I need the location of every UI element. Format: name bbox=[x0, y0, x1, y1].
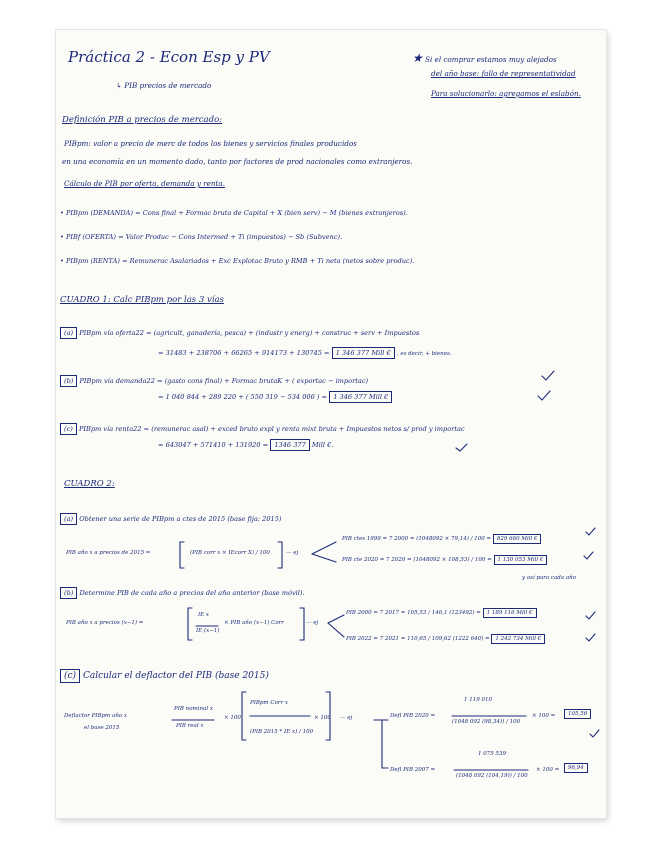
c2c-row-2-bottom: (1048 092 (104,19)) / 100 bbox=[456, 773, 528, 779]
bracket-left bbox=[188, 608, 192, 640]
c2a-row-2: PIB cte 2020 = 7 2020 = (1048092 × 108,53) / 100 = 1 130 053 Mill € bbox=[342, 558, 547, 564]
note-line-3: Para solucionarlo: agregamos el eslabón. bbox=[431, 89, 581, 98]
c2b-row-1: PIB 2000 = 7 2017 = 105,53 / 146,1 (123492) = 1 189 116 Mill € bbox=[346, 611, 537, 617]
check-icon bbox=[456, 444, 467, 451]
page-title: Práctica 2 - Econ Esp y PV bbox=[68, 48, 270, 66]
cuadro2-heading: CUADRO 2: bbox=[64, 479, 115, 489]
c2c-lhs-2: el base 2015 bbox=[84, 725, 120, 731]
c1c-result: 1346 377 bbox=[270, 439, 309, 451]
star-icon: ★ bbox=[412, 51, 423, 65]
bracket-left bbox=[180, 542, 184, 568]
c1c-statement: (c) PIBpm vía renta22 = (remunerac asal) + exced bruto expl y renta mixt bruta + Impuestos netos s/ prod y importac bbox=[60, 426, 465, 433]
c2b-formula-top: IE x bbox=[198, 612, 210, 618]
c2b-formula-mid: × PIB año (x−1) Corr bbox=[224, 620, 284, 626]
c1a-label: (a) bbox=[60, 327, 77, 339]
c2c-row-1-label: Defl PIB 2020 = bbox=[390, 713, 436, 719]
c2c-row-1-bottom: (1048 092 (98,34)) / 100 bbox=[452, 719, 521, 725]
c1a-calculation: = 31483 + 238706 + 66265 + 914173 + 130745 = 1 346 377 Mill € , es decir, + bienes. bbox=[158, 349, 452, 357]
bracket-right bbox=[278, 542, 282, 568]
bracket-right bbox=[300, 608, 304, 640]
c2b-formula-bottom: IE (x−1) bbox=[196, 628, 220, 634]
check-icon bbox=[538, 391, 550, 400]
c2c-frac-bottom: (PIB 2015 * IE x) / 100 bbox=[250, 729, 314, 735]
branch-arrow-up bbox=[328, 615, 344, 623]
c2b-statement: (b) Determine PIB de cada año a precios del año anterior (base móvil). bbox=[60, 590, 305, 597]
check-icon bbox=[590, 730, 599, 737]
c2a-label: (a) bbox=[60, 513, 77, 525]
c2a-lhs: PIB año x a precios de 2015 = bbox=[66, 550, 151, 556]
definition-heading: Definición PIB a precios de mercado: bbox=[62, 115, 223, 125]
c2b-row-2: PIB 2022 = 7 2021 = 110,65 / 109,62 (1222 640) = 1 242 734 Mill € bbox=[346, 637, 545, 643]
check-icon bbox=[586, 634, 595, 641]
c1c-label: (c) bbox=[60, 423, 77, 435]
c2a-formula: (PIB corr x × IEcorr X) / 100 bbox=[190, 550, 270, 556]
bracket-left bbox=[242, 692, 246, 740]
c1c-calculation: = 643047 + 571410 + 131920 = 1346 377 Mill €. bbox=[158, 441, 334, 449]
c2a-note: y así para cada año bbox=[522, 575, 576, 581]
c2c-row-2-label: Defl PIB 2007 = bbox=[390, 767, 436, 773]
c2c-label: (c) bbox=[60, 669, 80, 683]
supply-formula: • PIBf (OFERTA) = Valor Produc − Cons Intermed + Ti (impuestos) − Sb (Subvenc). bbox=[60, 233, 343, 241]
c1a-note: , es decir, + bienes. bbox=[396, 351, 452, 357]
c2c-lhs-1: Deflactor PIBpm año x bbox=[64, 713, 127, 719]
c2c-row-2-top: 1 075 539 bbox=[478, 751, 506, 757]
c1b-label: (b) bbox=[60, 375, 77, 387]
c2c-eq-mul: × 100 bbox=[224, 715, 241, 721]
branch-line bbox=[374, 720, 388, 768]
c1b-calculation: = 1 040 844 + 289 220 + ( 550 319 − 534 006 ) = 1 346 377 Mill € bbox=[158, 394, 392, 401]
c2c-statement: (c) Calcular el deflactor del PIB (base 2015) bbox=[60, 672, 269, 681]
branch-arrow-up bbox=[312, 542, 336, 554]
notebook-page bbox=[56, 30, 606, 818]
ink-strokes bbox=[56, 30, 606, 818]
check-icon bbox=[586, 528, 595, 535]
c1b-result: 1 346 377 Mill € bbox=[329, 391, 392, 403]
branch-arrow-down bbox=[312, 554, 336, 562]
c2a-row-1-result: 829 660 Mill € bbox=[493, 534, 542, 544]
c2c-eq-top: PIB nominal x bbox=[174, 706, 213, 712]
c1a-statement: (a) PIBpm vía oferta22 = (agricult, ganadería, pesca) + (industr y energ) + construc + serv + Impuestos bbox=[60, 330, 419, 337]
c2b-arrow: — ej bbox=[306, 620, 319, 626]
note-line-2: del año base: fallo de representatividad bbox=[431, 69, 576, 78]
c2a-row-1: PIB ctes 1999 = 7 2000 = (1048092 × 79,14) / 100 = 829 660 Mill € bbox=[342, 537, 541, 543]
check-icon bbox=[542, 371, 554, 380]
c2c-row-2-mul: × 100 = bbox=[536, 767, 560, 773]
note-line-1: ★ Si el comprar estamos muy alejados bbox=[412, 51, 557, 65]
calc-heading: Cálculo de PIB por oferta, demanda y renta. bbox=[64, 179, 225, 188]
c1c-unit: Mill €. bbox=[311, 441, 334, 449]
c1a-result: 1 346 377 Mill € bbox=[332, 347, 395, 359]
definition-line-2: en una economía en un momento dado, tanto por factores de prod nacionales como extranjeros. bbox=[62, 157, 413, 166]
c2c-row-1-mul: × 100 = bbox=[532, 713, 556, 719]
c2c-eq-bottom: PIB real x bbox=[176, 723, 204, 729]
demand-formula: • PIBpm (DEMANDA) = Cons final + Formac bruta de Capital + X (bien serv) − M (bienes extranjeros). bbox=[60, 209, 408, 217]
c2a-row-2-result: 1 130 053 Mill € bbox=[494, 555, 548, 565]
c2c-row-1-top: 1 119 010 bbox=[464, 697, 492, 703]
c2b-label: (b) bbox=[60, 587, 77, 599]
page-subtitle: ↳ PIB precios de mercado bbox=[116, 81, 212, 90]
c2c-frac-mul: × 100 bbox=[314, 715, 331, 721]
branch-arrow-down bbox=[328, 623, 344, 637]
bracket-right bbox=[326, 692, 330, 740]
c2b-lhs: PIB año x a precios (x−1) = bbox=[66, 620, 144, 626]
c2b-row-2-result: 1 242 734 Mill € bbox=[491, 634, 545, 644]
cuadro1-heading: CUADRO 1: Calc PIBpm por las 3 vías bbox=[60, 295, 224, 305]
check-icon bbox=[584, 552, 593, 559]
c2c-row-2-result: 96,94 bbox=[564, 763, 588, 773]
c2b-row-1-result: 1 189 116 Mill € bbox=[483, 608, 537, 618]
income-formula: • PIBpm (RENTA) = Remunerac Asalariados + Exc Explotac Bruto y RMB + Ti neta (netos sobre produc). bbox=[60, 257, 415, 265]
check-icon bbox=[586, 612, 595, 619]
c2c-arrow: — ej bbox=[340, 715, 353, 721]
c2c-row-1-result: 105,56 bbox=[564, 709, 591, 719]
c1b-statement: (b) PIBpm vía demanda22 = (gasto cons final) + Formac brutaK + ( exportac − importac) bbox=[60, 378, 368, 385]
c2c-frac-top: PIBpm Corr x bbox=[250, 700, 289, 706]
c2a-arrow: — ej bbox=[286, 550, 299, 556]
definition-line-1: PIBpm: valor a precio de merc de todos los bienes y servicios finales producidos bbox=[64, 139, 357, 148]
c2a-statement: (a) Obtener una serie de PIBpm a ctes de 2015 (base fija: 2015) bbox=[60, 516, 282, 523]
